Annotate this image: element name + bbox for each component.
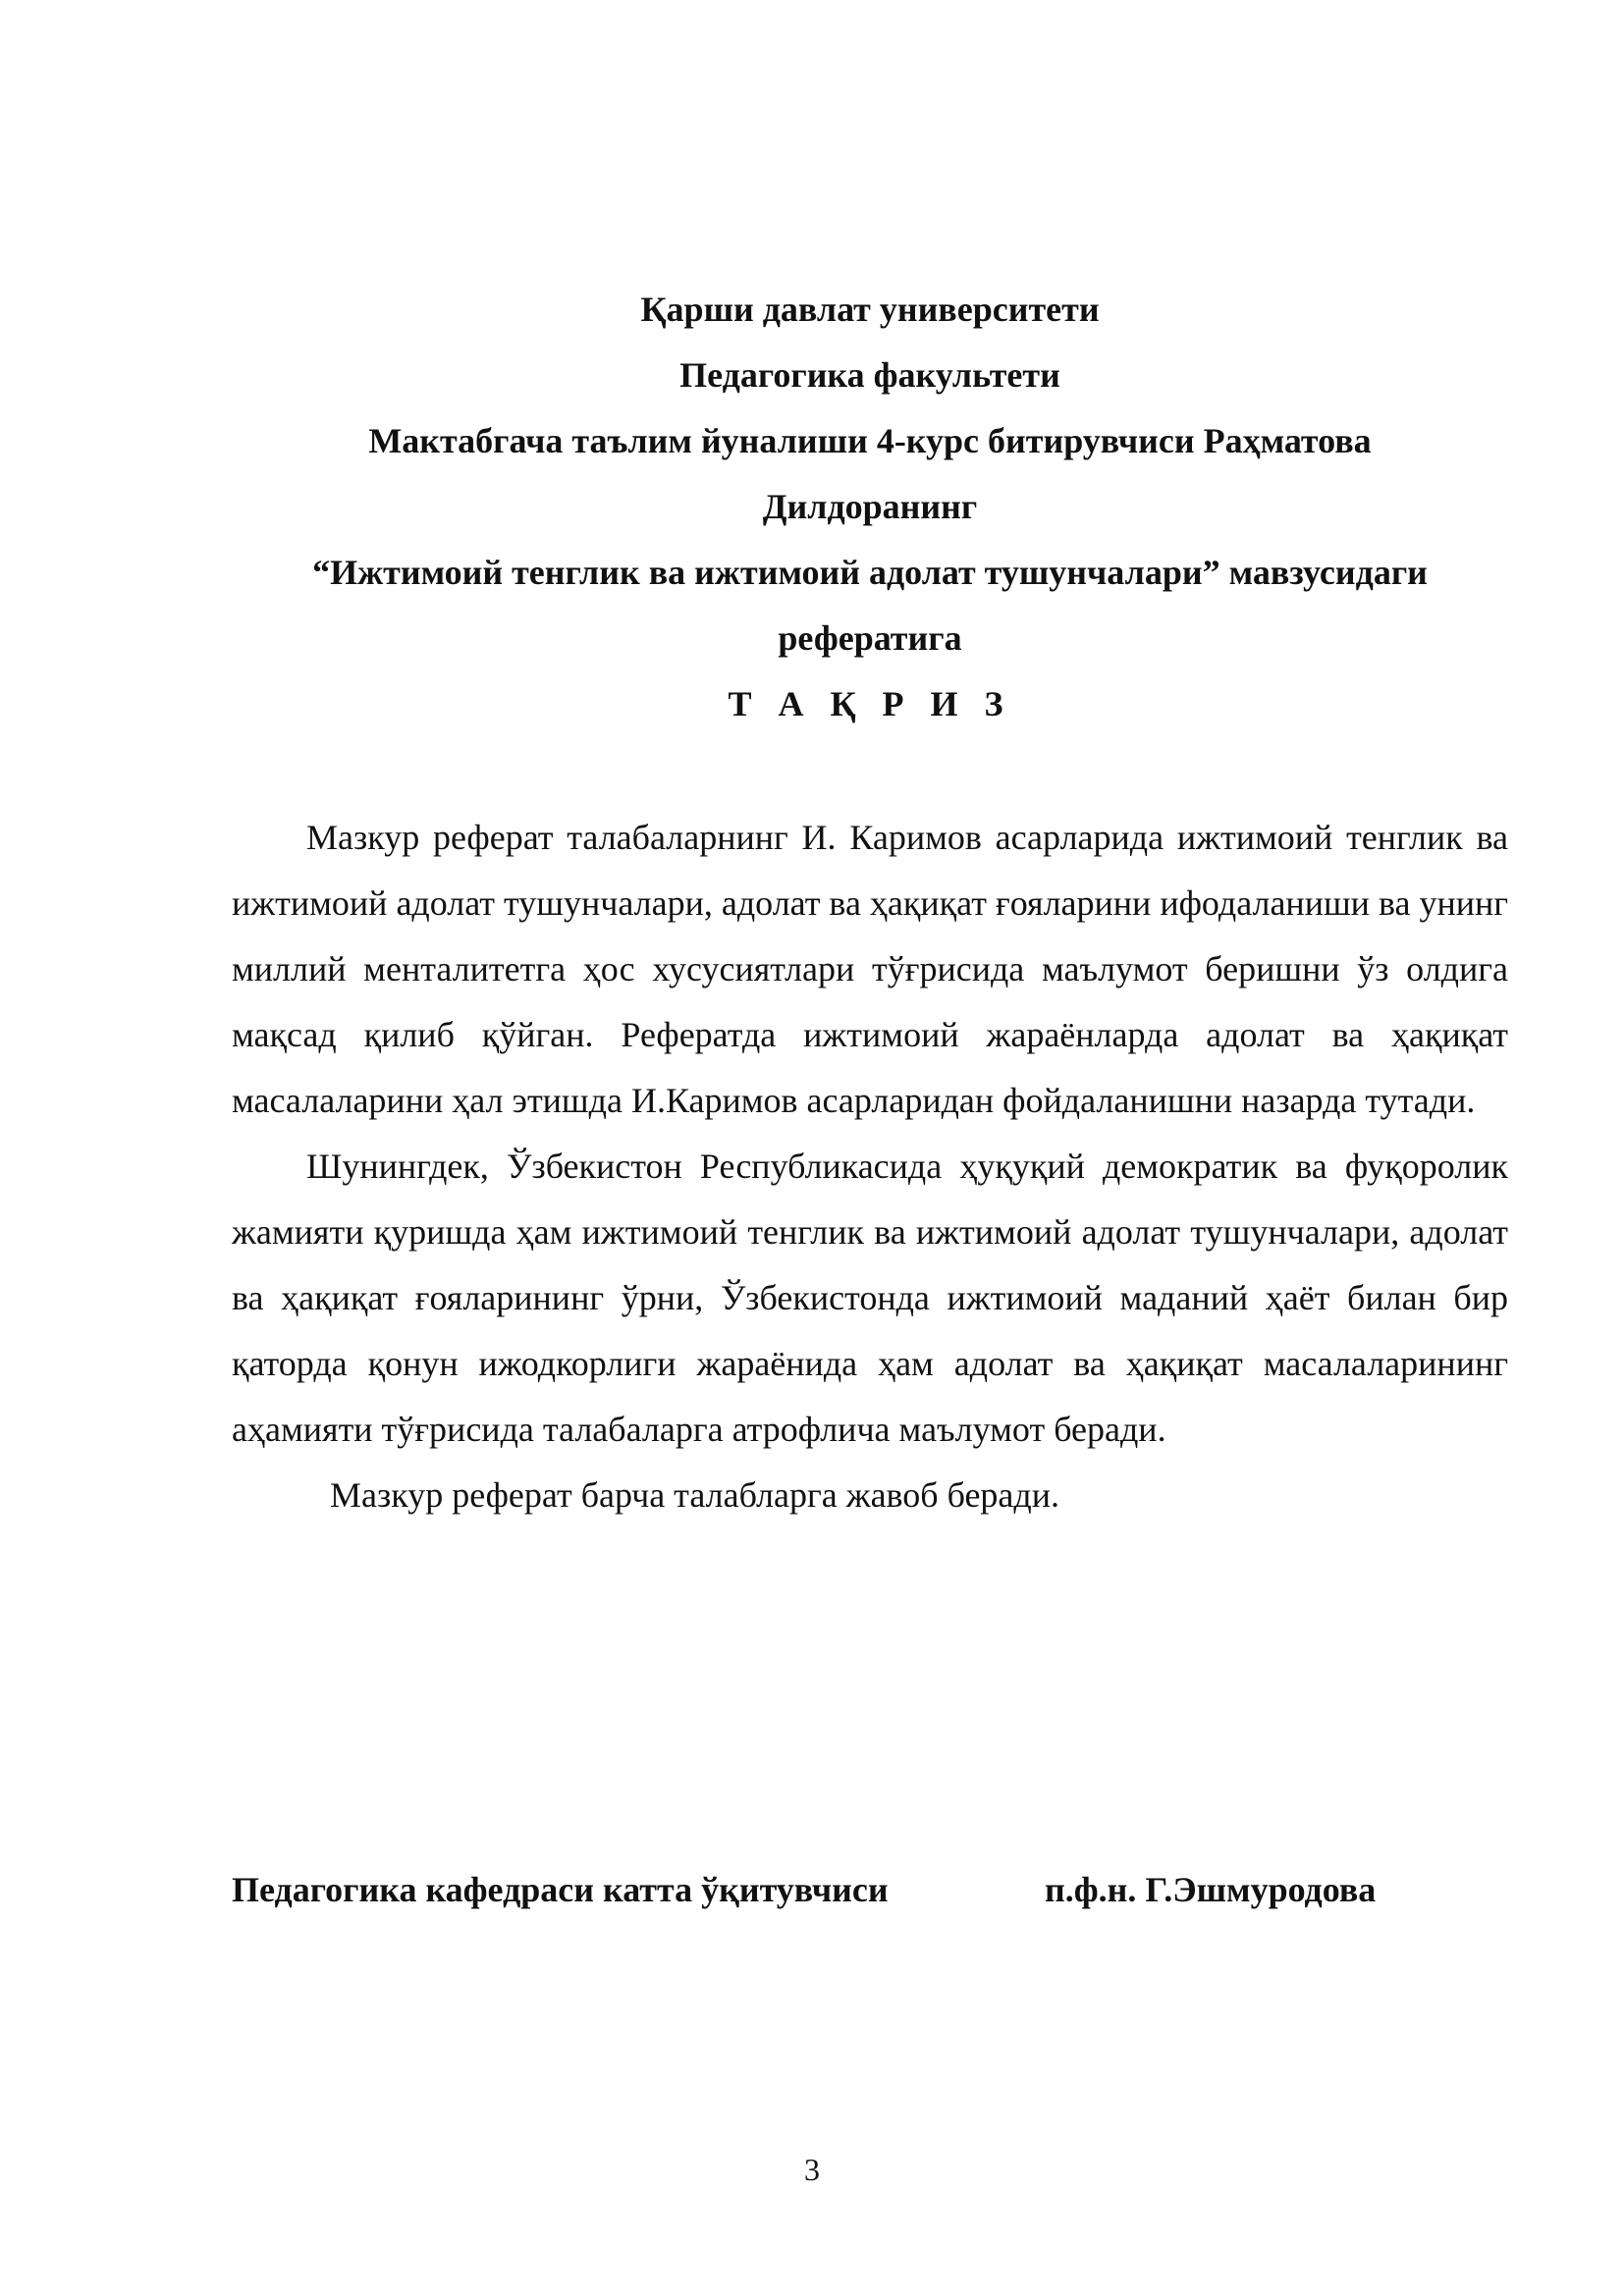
paragraph-3: Мазкур реферат барча талабларга жавоб беради.: [330, 1475, 1059, 1515]
document-type-title: Т А Қ Р И З: [728, 684, 1012, 723]
reviewer-position: Педагогика кафедраси катта ўқитувчиси: [232, 1870, 889, 1909]
topic-line-2: рефератига: [778, 618, 962, 658]
review-body: [232, 805, 1508, 1528]
topic-line-1: “Ижтимоий тенглик ва ижтимоий адолат тушунчалари” мавзусидаги: [312, 553, 1428, 592]
faculty-name: Педагогика факультети: [679, 355, 1060, 395]
university-name: Қарши давлат университети: [640, 290, 1100, 329]
paragraph-2: Шунингдек, Ўзбекистон Республикасида ҳуқуқий демократик ва фуқоролик жамияти қуришда ҳам ижтимоий тенглик ва ижтимоий адолат тушунчалари, адолат ва ҳақиқат ғояларининг ўрни, Ўзбекистонда ижтимоий маданий ҳаёт билан бир қаторда қонун ижодкорлиги жараёнида ҳам адолат ва ҳақиқат масалаларининг аҳамияти тўғрисида талабаларга атрофлича маълумот беради.: [232, 1147, 1508, 1449]
review-heading: [232, 277, 1508, 737]
signature-block: [232, 1857, 1508, 1923]
reviewer-name: п.ф.н. Г.Эшмуродова: [1045, 1870, 1377, 1909]
paragraph-1: Мазкур реферат талабаларнинг И. Каримов асарларида ижтимоий тенглик ва ижтимоий адолат тушунчалари, адолат ва ҳақиқат ғояларини ифодаланиши ва унинг миллий менталитетга ҳос хусусиятлари тўғрисида маълумот беришни ўз олдига мақсад қилиб қўйган. Рефератда ижтимоий жараёнларда адолат ва ҳақиқат масалаларини ҳал этишда И.Каримов асарларидан фойдаланишни назарда тутади.: [232, 818, 1509, 1120]
page-number: 3: [804, 2152, 820, 2187]
student-line-1: Мактабгача таълим йуналиши 4-курс битирувчиси Раҳматова: [368, 421, 1372, 460]
student-line-2: Дилдоранинг: [762, 487, 978, 526]
